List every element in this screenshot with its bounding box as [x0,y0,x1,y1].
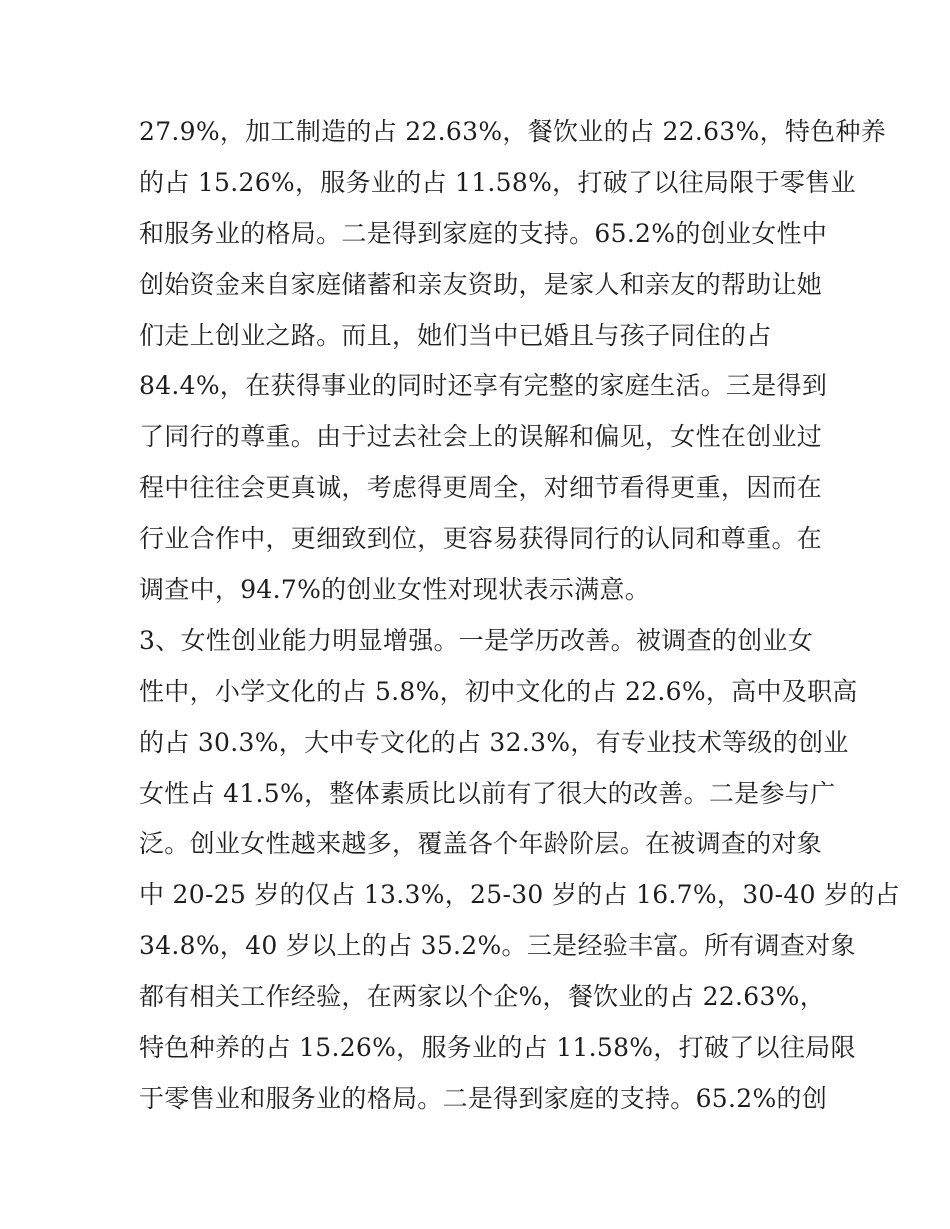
text-line: 的占 15.26%，服务业的占 11.58%，打破了以往局限于零售业 [139,167,856,197]
text-line: 程中往往会更真诚，考虑得更周全，对细节看得更重，因而在 [139,473,823,503]
text-line: 泛。创业女性越来越多，覆盖各个年龄阶层。在被调查的对象 [139,829,823,859]
text-line: 中 20-25 岁的仅占 13.3%，25-30 岁的占 16.7%，30-40 岁的占 [139,880,900,910]
text-line: 于零售业和服务业的格局。二是得到家庭的支持。65.2%的创 [139,1083,828,1113]
text-line: 和服务业的格局。二是得到家庭的支持。65.2%的创业女性中 [139,218,828,248]
text-line: 3、女性创业能力明显增强。一是学历改善。被调查的创业女 [139,625,814,655]
text-line: 们走上创业之路。而且，她们当中已婚且与孩子同住的占 [139,320,772,350]
text-line: 27.9%，加工制造的占 22.63%，餐饮业的占 22.63%，特色种养 [139,117,887,146]
text-line: 调查中，94.7%的创业女性对现状表示满意。 [139,575,651,605]
text-line: 的占 30.3%，大中专文化的占 32.3%，有专业技术等级的创业 [139,727,849,757]
text-line: 特色种养的占 15.26%，服务业的占 11.58%，打破了以往局限 [139,1033,856,1063]
text-line: 84.4%，在获得事业的同时还享有完整的家庭生活。三是得到 [139,371,828,401]
body-text [139,107,900,1125]
text-line: 了同行的尊重。由于过去社会上的误解和偏见，女性在创业过 [139,422,823,452]
text-line: 行业合作中，更细致到位，更容易获得同行的认同和尊重。在 [139,524,823,554]
text-line: 性中，小学文化的占 5.8%，初中文化的占 22.6%，高中及职高 [139,676,858,706]
text-line: 女性占 41.5%，整体素质比以前有了很大的改善。二是参与广 [139,778,836,808]
text-line: 创始资金来自家庭储蓄和亲友资助，是家人和亲友的帮助让她 [139,269,823,299]
text-line: 34.8%，40 岁以上的占 35.2%。三是经验丰富。所有调查对象 [139,931,856,961]
text-line: 都有相关工作经验，在两家以个企%，餐饮业的占 22.63%， [139,982,826,1012]
